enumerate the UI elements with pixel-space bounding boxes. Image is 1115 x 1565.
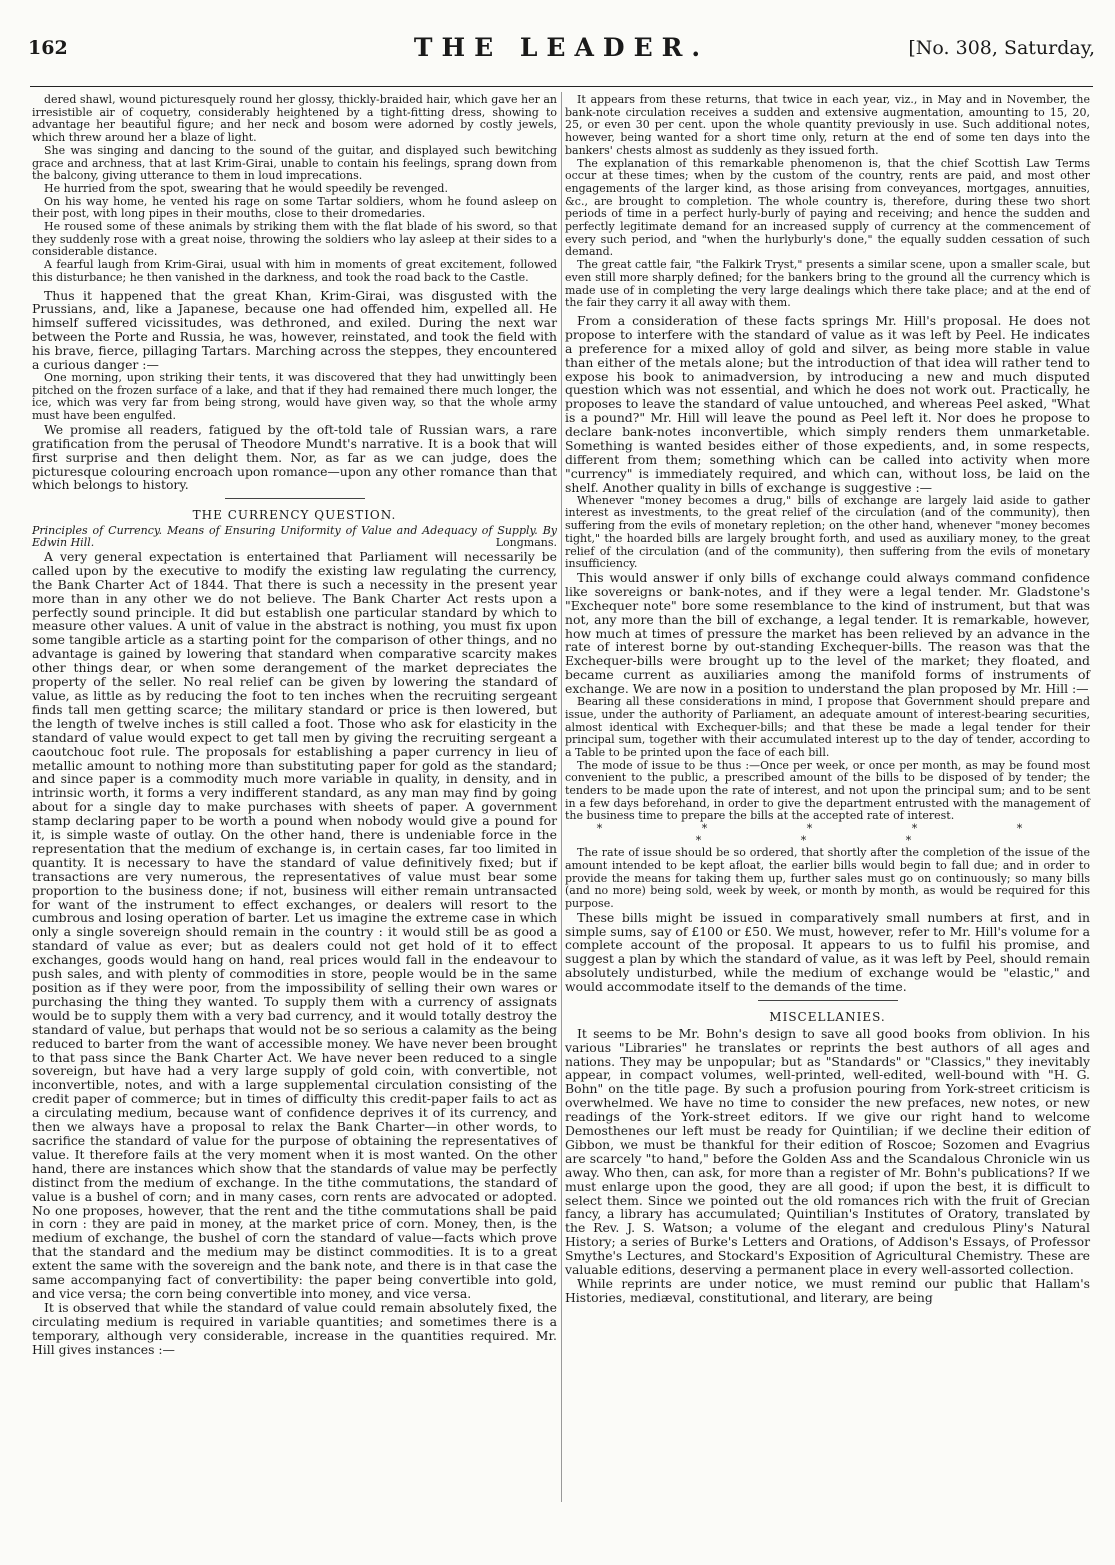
paragraph: He hurried from the spot, swearing that he would speedily be revenged. [44,181,448,195]
paragraph: It is observed that while the standard of value could remain absolutely fixed, the circulating medium is required in variable quantities; and sometimes there is a temporary, although very considerable, increase in the quantities required. Mr. Hill gives instances :— [32,1299,557,1357]
paragraph: A very general expectation is entertained that Parliament will necessarily be called upon by the executive to modify the existing law regulating the currency, the Bank Charter Act of 1844. That there is such a necessity in the present year more than in any other we do not believe. The Bank Charter Act rests upon a perfectly sound principle. It did but establish one particular standard by which to measure other values. A unit of value in the abstract is nothing, you must fix upon some tangible article as a starting point for the comparison of other things, and no advantage is gained by lowering that standard when comparative scarcity makes other things dear, or when some derangement of the market depreciates the property of the seller. No real relief can be given by lowering the standard of value, as little as by reducing the foot to ten inches when the recruiting sergeant finds tall men getting scarce; the military standard or price is then lowered, but the length of twelve inches is still called a foot. Those who ask for elasticity in the standard of value would expect to get tall men by giving the recruiting sergeant a caoutchouc foot rule. The proposals for establishing a paper currency in lieu of metallic amount to nothing more than substituting paper for gold as the standard; and since paper is a commodity much more variable in quality, in density, and in intrinsic worth, it forms a very indifferent standard, as any man may find by going about for a single day to make purchases with sheets of paper. A government stamp declaring paper to be worth a pound when nobody would give a pound for it, is simple waste of outlay. On the other hand, there is undeniable force in the representation that the medium of exchange is, in certain cases, far too limited in quantity. It is necessary to have the standard of value definitively fixed; but if transactions are very numerous, the representatives of value must bear some proportion to the business done; if not, business will either remain untransacted for want of the instrument to effect exchanges, or dealers will resort to the cumbrous and losing operation of barter. Let us imagine the extreme case in which only a single sovereign should remain in the country : it would still be as good a standard of value as ever; but as dealers could not get hold of it to effect exchanges, goods would hang on hand, real prices would fall in the endeavour to push sales, and with plenty of commodities in store, people would be in the same position as if they were poor, from the impossibility of selling their own wares or purchasing the thing they wanted. To supply them with a currency of assignats would be to supply them with a very bad currency, and it would totally destroy the standard of value, but perhaps that would not be so serious a calamity as the being reduced to barter from the want of accessible money. We have never been brought to that pass since the Bank Charter Act. We have never been reduced to a single sovereign, but have had a very large supply of gold coin, with convertible, not inconvertible, notes, and with a large supplemental circulation consisting of the credit paper of commerce; but in times of difficulty this credit-paper fails to act as a circulating medium, because want of confidence deprives it of its currency, and then we always have a proposal to relax the Bank Charter—in other words, to sacrifice the standard of value for the purpose of obtaining the representatives of value. It therefore fails at the very moment when it is most wanted. On the other hand, there are instances which show that the standards of value may be perfectly distinct from the medium of exchange. In the tithe commutations, the standard of value is a bushel of corn; and in many cases, corn rents are advocated or adopted. No one proposes, however, that the rent and the tithe commutations shall be paid in corn : they are paid in money, at the market price of corn. Money, then, is the medium of exchange, the bushel of corn the standard of value—facts which prove that the standard and the medium may be distinct commodities. It is to a great extent the same with the sovereign and the bank note, and there is in that case the same accompanying fact of convertibility: the paper being convertible into gold, and vice versa; the corn being convertible into money, and vice versa. [32,548,557,1301]
section-title: THE CURRENCY QUESTION. [192,508,397,523]
header-rule [30,86,1093,87]
section-rule [225,498,365,499]
paragraph: These bills might be issued in comparatively small numbers at first, and in simple sums, say of £100 or £50. We must, however, refer to Mr. Hill's volume for a complete account of the proposal. It appears to us to fulfil his promise, and suggest a plan by which the standard of value, as it was left by Peel, should remain absolutely undisturbed, while the medium of exchange would be "elastic," and would accommodate itself to the demands of the time. [565,909,1090,995]
paragraph: From a consideration of these facts springs Mr. Hill's proposal. He does not propose to interfere with the standard of value as it was left by Peel. He indicates a preference for a mixed alloy of gold and silver, as being more stable in value than either of the metals alone; but the introduction of that idea will rather tend to expose his book to animadversion, by introducing a new and much disputed question which was not essential, and which he does not work out. Practically, he proposes to leave the standard of value untouched, and whereas Peel asked, "What is a pound?" Mr. Hill will leave the pound as Peel left it. Nor does he propose to declare bank-notes inconvertible, which simply renders them unmarketable. Something is wanted besides either of those expedients, and, in some respects, different from them; something which can be called into activity when more "currency" is immediately required, and which can, without loss, be laid on the shelf. Another quality in bills of exchange is suggestive :— [565,312,1090,495]
paragraph: We promise all readers, fatigued by the oft-told tale of Russian wars, a rare gratification from the perusal of Theodore Mundt's narrative. It is a book that will first surprise and then delight them. Nor, as far as we can judge, does the picturesque colouring encroach upon romance—upon any other romance than that which belongs to history. [32,421,557,493]
paragraph: The great cattle fair, "the Falkirk Tryst," presents a similar scene, upon a smaller scale, but even still more sharply defined; for the bankers bring to the ground all the currency which is made use of in completing the very large dealings which there take place; and at the end of the fair they carry it all away with them. [565,258,1090,310]
paragraph: It appears from these returns, that twice in each year, viz., in May and in November, the bank-note circulation receives a sudden and extensive augmentation, amounting to 15, 20, 25, or even 30 per cent. upon the whole quantity previously in use. Such additional notes, however, being wanted for a short time only, return at the end of some ten days into the bankers' chests almost as suddenly as they issued forth. [565,93,1090,157]
left-column [32,94,557,1356]
section-title: MISCELLANIES. [769,1010,886,1025]
paragraph: The explanation of this remarkable phenomenon is, that the chief Scottish Law Terms occur at these times; when by the custom of the country, rents are paid, and most other engagements of the larger kind, as those arising from conveyances, mortgages, annuities, &c., are brought to completion. The whole country is, therefore, during these two short periods of time in a perfect hurly-burly of paying and receiving; and hence the sudden and perfectly legitimate demand for an increased supply of currency at the commencement of every such period, and "when the hurlyburly's done," the equally sudden cessation of such demand. [565,156,1090,259]
book-title: Principles of Currency. Means of Ensuring Uniformity of Value and Adequacy of Supply. By Edwin Hill. [32,523,557,550]
paragraph: He roused some of these animals by striking them with the flat blade of his sword, so that they suddenly rose with a great noise, throwing the soldiers who lay asleep at their sides to a considerable distance. [32,220,557,259]
issue-label: [No. 308, Saturday, [908,37,1095,59]
paragraph: The rate of issue should be so ordered, that shortly after the completion of the issue of the amount intended to be kept afloat, the earlier bills would begin to fall due; and in order to provide the means for taking them up, further sales must go on continuously; so many bills (and no more) being sold, week by week, or month by month, as would be required for this purpose. [565,846,1090,910]
paragraph: One morning, upon striking their tents, it was discovered that they had unwittingly been pitched on the frozen surface of a lake, and that if they had remained there much longer, the ice, which was very far from being strong, would have given way, so that the whole army must have been engulfed. [32,370,557,423]
book-publisher: Longmans. [495,536,557,550]
paragraph: It seems to be Mr. Bohn's design to save all good books from oblivion. In his various "Libraries" he translates or reprints the best authors of all ages and nations. They may be unpopular; but as "Standards" or "Classics," they inevitably appear, in compact volumes, well-printed, well-edited, well-bound with "H. G. Bohn" on the title page. By such a profusion pouring from York-street criticism is overwhelmed. We have no time to consider the new prefaces, new notes, or new readings of the York-street editors. If we give our right hand to welcome Demosthenes our left must be ready for Quintilian; if we decline their edition of Gibbon, we must be thankful for their edition of Roscoe; Sozomen and Evagrius are scarcely "to hand," before the Golden Ass and the Scandalous Chronicle win us away. Who then, can ask, for more than a register of Mr. Bohn's publications? If we must enlarge upon the good, they are all good; if upon the best, it is difficult to select them. Since we pointed out the old romances rich with the fruit of Grecian fancy, a library has accumulated; Quintilian's Institutes of Oratory, translated by the Rev. J. S. Watson; a volume of the elegant and credulous Pliny's Natural History; a series of Burke's Letters and Orations, of Addison's Essays, of Professor Smythe's Lectures, and Stockard's Exposition of Agricultural Chemistry. These are valuable editions, deserving a permanent place in every well-assorted collection. [565,1025,1090,1278]
paragraph: On his way home, he vented his rage on some Tartar soldiers, whom he found asleep on their post, with long pipes in their mouths, close to their dromedaries. [32,194,557,221]
page-header [28,6,1095,86]
paragraph: Bearing all these considerations in mind, I propose that Government should prepare and issue, under the authority of Parliament, an adequate amount of interest-bearing securities, almost identical with Exchequer-bills; and that these be made a legal tender for their principal sum, together with their accumulated interest up to the day of tender, according to a Table to be printed upon the face of each bill. [565,695,1090,759]
page-number: 162 [28,37,68,59]
masthead-title: THE LEADER. [413,33,710,62]
ellipsis-stars: * * * * * * * * [596,822,1071,848]
section-rule [758,1000,898,1001]
paragraph: The mode of issue to be thus :—Once per week, or once per month, as may be found most convenient to the public, a prescribed amount of the bills to be disposed of by tender; the tenders to be made upon the rate of interest, and not upon the principal sum; and to be sent in a few days beforehand, in order to give the department entrusted with the management of the business time to prepare the bills at the accepted rate of interest. [565,758,1090,823]
right-column [565,94,1090,1305]
paragraph: Thus it happened that the great Khan, Krim-Girai, was disgusted with the Prussians, and, like a Japanese, because one had offended him, expelled all. He himself suffered vicissitudes, was dethroned, and exiled. During the next war between the Porte and Russia, he was, however, reinstated, and took the field with his brave, fierce, pillaging Tartars. Marching across the steppes, they encountered a curious danger :— [32,287,557,373]
column-divider [561,92,562,1502]
paragraph: dered shawl, wound picturesquely round her glossy, thickly-braided hair, which gave her an irresistible air of coquetry, considerably heightened by a tight-fitting dress, showing to advantage her beautiful figure; and her neck and bosom were adorned by costly jewels, which threw around her a blaze of light. [32,93,558,145]
paragraph: A fearful laugh from Krim-Girai, usual with him in moments of great excitement, followed this disturbance; he then vanished in the darkness, and took the road back to the Castle. [32,258,557,284]
book-citation [32,525,557,550]
paragraph: This would answer if only bills of exchange could always command confidence like sovereigns or bank-notes, and if they were a legal tender. Mr. Gladstone's "Exchequer note" bore some resemblance to the kind of instrument, but that was not, any more than the bill of exchange, a legal tender. It is remarkable, however, how much at times of pressure the market has been relieved by an advance in the rate of interest borne by out-standing Exchequer-bills. The reason was that the Exchequer-bills were brought up to the level of the market; they floated, and became current as auxiliaries among the manifold forms of instruments of exchange. We are now in a position to understand the plan proposed by Mr. Hill :— [565,569,1090,697]
paragraph: Whenever "money becomes a drug," bills of exchange are largely laid aside to gather interest as investments, to the great relief of the circulation (and of the community), then suffering from the evils of monetary repletion; on the other hand, whenever "money becomes tight," the hoarded bills are largely brought forth, and used as auxiliary money, to the great relief of the circulation (and of the community), then suffering from the evils of monetary insufficiency. [565,493,1090,571]
paragraph: She was singing and dancing to the sound of the guitar, and displayed such bewitching grace and archness, that at last Krim-Girai, unable to contain his feelings, sprang down from the balcony, giving utterance to them in loud imprecations. [32,143,557,183]
paragraph: While reprints are under notice, we must remind our public that Hallam's Histories, mediæval, constitutional, and literary, are being [565,1276,1090,1305]
